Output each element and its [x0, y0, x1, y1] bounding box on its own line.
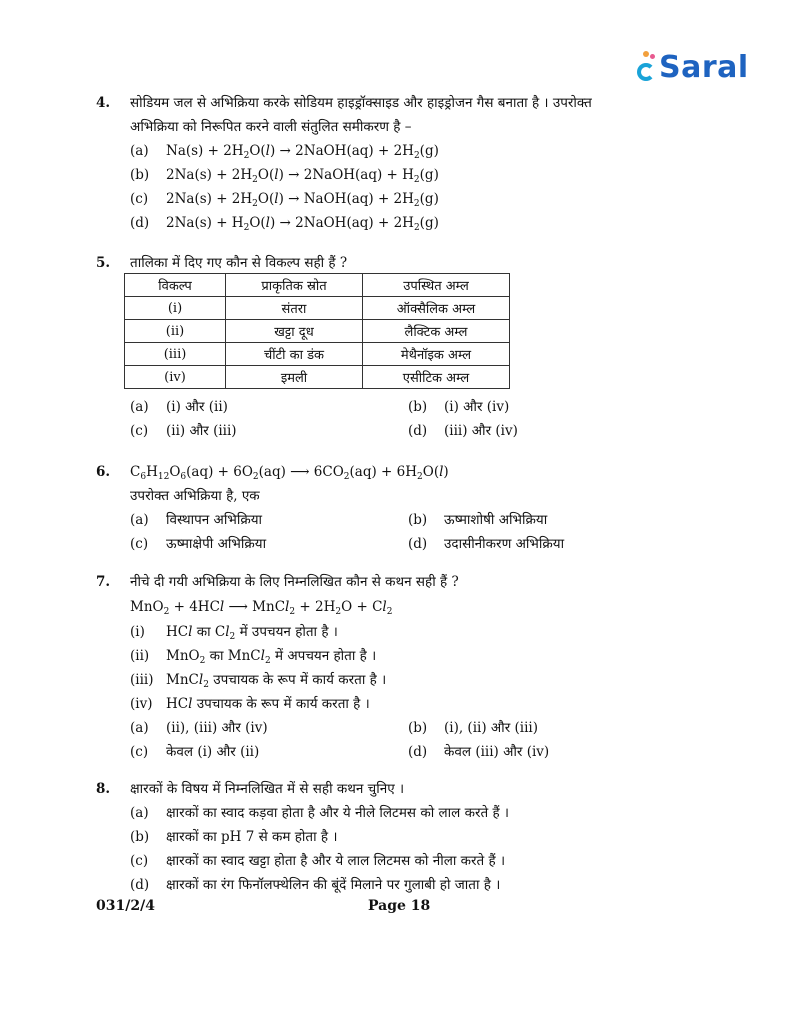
table-row: [125, 320, 510, 343]
question-number: 8.: [96, 781, 111, 797]
statement-iv: (iv) HCl उपचायक के रूप में कार्य करता है ।: [130, 696, 370, 712]
option-d[interactable]: (d) क्षारकों का रंग फिनॉलफ्थेलिन की बूंदें मिलाने पर गुलाबी हो जाता है ।: [130, 877, 501, 893]
option-b[interactable]: (b) (i), (ii) और (iii): [408, 720, 539, 736]
table-row: [125, 297, 510, 320]
table-cell: खट्टा दूध: [226, 320, 363, 343]
option-c[interactable]: (c) $2Na(s) + 2H_2O(l)$ → NaOH(aq) + $2H_2(g)$: [130, 191, 439, 209]
option-c[interactable]: (c) केवल (i) और (ii): [130, 744, 260, 760]
table-header: उपस्थित अम्ल: [363, 274, 510, 297]
table-cell: मेथैनॉइक अम्ल: [363, 343, 510, 366]
page-number: Page 18: [368, 898, 431, 914]
reaction-equation: MnO$_2$ + 4HCl ⟶ MnCl$_2$ + $2H_2O + Cl_2$: [130, 599, 393, 617]
option-c[interactable]: (c) क्षारकों का स्वाद खट्टा होता है और ये लाल लिटमस को नीला करते हैं ।: [130, 853, 506, 869]
option-c[interactable]: (c) (ii) और (iii): [130, 423, 237, 439]
question-text: तालिका में दिए गए कौन से विकल्प सही हैं ?: [130, 255, 348, 271]
question-number: 6.: [96, 464, 111, 480]
table-cell: लैक्टिक अम्ल: [363, 320, 510, 343]
option-b[interactable]: (b) ऊष्माशोषी अभिक्रिया: [408, 512, 548, 528]
table-cell: चींटी का डंक: [226, 343, 363, 366]
option-a[interactable]: (a) विस्थापन अभिक्रिया: [130, 512, 263, 528]
statement-i: (i) HCl का $Cl_2$ में उपचयन होता है ।: [130, 624, 338, 642]
question-number: 5.: [96, 255, 111, 271]
table-cell: एसीटिक अम्ल: [363, 366, 510, 389]
question-number: 7.: [96, 574, 111, 590]
statement-iii: (iii) MnCl$_2$ उपचायक के रूप में कार्य करता है ।: [130, 672, 387, 690]
table-header: विकल्प: [125, 274, 226, 297]
question-text: सोडियम जल से अभिक्रिया करके सोडियम हाइड्रॉक्साइड और हाइड्रोजन गैस बनाता है । उपरोक्त: [130, 95, 592, 111]
question-number: 4.: [96, 95, 111, 111]
esaral-logo-icon: [637, 51, 659, 85]
option-b[interactable]: (b) क्षारकों का pH 7 से कम होता है ।: [130, 829, 338, 845]
option-b[interactable]: (b) (i) और (iv): [408, 399, 510, 415]
option-a[interactable]: (a) (i) और (ii): [130, 399, 228, 415]
table-cell: (i): [125, 297, 226, 320]
option-a[interactable]: (a) (ii), (iii) और (iv): [130, 720, 268, 736]
option-d[interactable]: (d) उदासीनीकरण अभिक्रिया: [408, 536, 565, 552]
table-cell: (iv): [125, 366, 226, 389]
option-d[interactable]: (d) $2Na(s) + H_2O(l)$ → 2NaOH(aq) + $2H_2(g)$: [130, 215, 439, 233]
brand-name: Saral: [659, 50, 749, 85]
question-text: उपरोक्त अभिक्रिया है, एक: [130, 488, 260, 504]
option-a[interactable]: (a) क्षारकों का स्वाद कड़वा होता है और ये नीले लिटमस को लाल करते हैं ।: [130, 805, 510, 821]
option-d[interactable]: (d) (iii) और (iv): [408, 423, 518, 439]
question-text: अभिक्रिया को निरूपित करने वाली संतुलित समीकरण है –: [130, 119, 412, 135]
option-a[interactable]: (a) $Na(s) + 2H_2O(l)$ → 2NaOH(aq) + $2H_2(g)$: [130, 143, 439, 161]
statement-ii: (ii) MnO$_2$ का MnCl$_2$ में अपचयन होता है ।: [130, 648, 377, 666]
table-cell: संतरा: [226, 297, 363, 320]
acid-source-table: [124, 273, 510, 389]
option-b[interactable]: (b) $2Na(s) + 2H_2O(l)$ → 2NaOH(aq) + $H_2(g)$: [130, 167, 439, 185]
table-cell: (ii): [125, 320, 226, 343]
paper-code: 031/2/4: [96, 898, 155, 914]
table-header-row: [125, 274, 510, 297]
esaral-logo: [637, 50, 749, 85]
option-c[interactable]: (c) ऊष्माक्षेपी अभिक्रिया: [130, 536, 267, 552]
question-text: क्षारकों के विषय में निम्नलिखित में से सही कथन चुनिए ।: [130, 781, 405, 797]
table-row: [125, 366, 510, 389]
option-d[interactable]: (d) केवल (iii) और (iv): [408, 744, 550, 760]
table-header: प्राकृतिक स्रोत: [226, 274, 363, 297]
reaction-equation: $C_6H_{12}O_6(aq) + 6O_2(aq)$ ⟶ $6CO_2(aq) + 6H_2O(l)$: [130, 464, 449, 482]
question-text: नीचे दी गयी अभिक्रिया के लिए निम्नलिखित कौन से कथन सही हैं ?: [130, 574, 459, 590]
table-cell: इमली: [226, 366, 363, 389]
table-cell: (iii): [125, 343, 226, 366]
table-row: [125, 343, 510, 366]
table-cell: ऑक्सैलिक अम्ल: [363, 297, 510, 320]
